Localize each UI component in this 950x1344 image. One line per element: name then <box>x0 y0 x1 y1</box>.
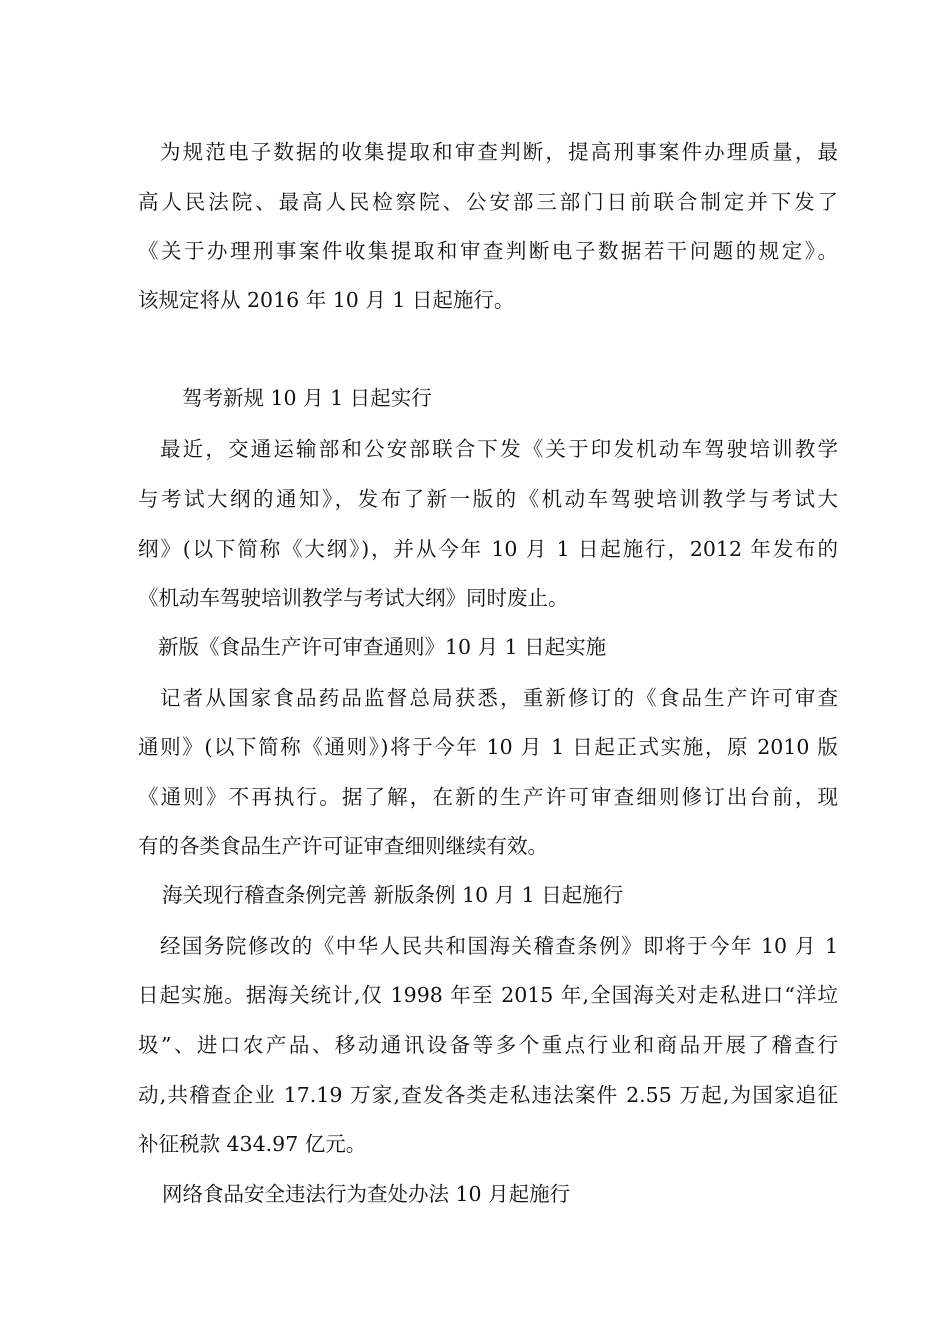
section-food-license-line-2: 通则》(以下简称《通则》)将于今年 10 月 1 日起正式实施，原 2010 版 <box>138 735 838 759</box>
section-customs-audit-line-5: 补征税款 434.97 亿元。 <box>138 1132 367 1156</box>
section-customs-audit-line-1: 经国务院修改的《中华人民共和国海关稽查条例》即将于今年 10 月 1 <box>160 934 838 958</box>
section-customs-audit-line-3: 圾”、进口农产品、移动通讯设备等多个重点行业和商品开展了稽查行 <box>138 1033 838 1057</box>
paragraph-1-line-3: 《关于办理刑事案件收集提取和审查判断电子数据若干问题的规定》。 <box>138 239 838 263</box>
section-food-license-line-4: 有的各类食品生产许可证审查细则继续有效。 <box>138 834 548 858</box>
paragraph-1-line-2: 高人民法院、最高人民检察院、公安部三部门日前联合制定并下发了 <box>138 190 838 214</box>
section-driving-test-line-3: 纲》(以下简称《大纲》)，并从今年 10 月 1 日起施行，2012 年发布的 <box>138 537 838 561</box>
paragraph-1-line-1: 为规范电子数据的收集提取和审查判断，提高刑事案件办理质量，最 <box>160 140 838 164</box>
section-heading-food-license: 新版《食品生产许可审查通则》10 月 1 日起实施 <box>158 635 607 659</box>
section-driving-test-line-4: 《机动车驾驶培训教学与考试大纲》同时废止。 <box>138 586 569 610</box>
section-heading-driving-test: 驾考新规 10 月 1 日起实行 <box>182 386 432 410</box>
section-food-license-line-1: 记者从国家食品药品监督总局获悉，重新修订的《食品生产许可审查 <box>160 686 838 710</box>
paragraph-1-line-4: 该规定将从 2016 年 10 月 1 日起施行。 <box>138 288 515 312</box>
section-driving-test-line-1: 最近，交通运输部和公安部联合下发《关于印发机动车驾驶培训教学 <box>160 437 838 461</box>
section-driving-test-line-2: 与考试大纲的通知》，发布了新一版的《机动车驾驶培训教学与考试大 <box>138 487 838 511</box>
section-food-license-line-3: 《通则》不再执行。据了解，在新的生产许可审查细则修订出台前，现 <box>138 785 838 809</box>
section-heading-customs-audit: 海关现行稽查条例完善 新版条例 10 月 1 日起施行 <box>162 883 624 907</box>
section-heading-online-food-safety: 网络食品安全违法行为查处办法 10 月起施行 <box>162 1182 571 1206</box>
section-customs-audit-line-2: 日起实施。据海关统计,仅 1998 年至 2015 年,全国海关对走私进口“洋垃 <box>138 983 838 1007</box>
section-customs-audit-line-4: 动,共稽查企业 17.19 万家,查发各类走私违法案件 2.55 万起,为国家追征 <box>138 1083 838 1107</box>
